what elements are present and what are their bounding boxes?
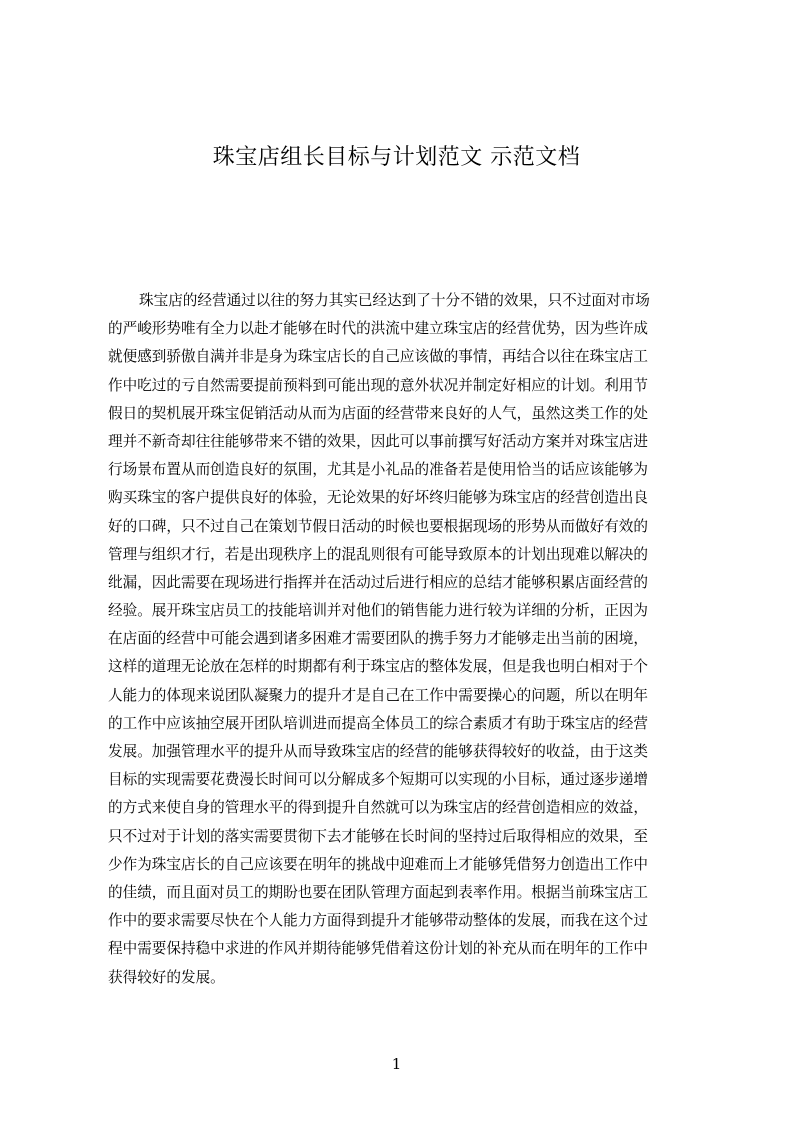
paragraph-line: 行场景布置从而创造良好的氛围，尤其是小礼品的准备若是使用恰当的话应该能够为 [108, 461, 648, 479]
paragraph-line: 这样的道理无论放在怎样的时期都有利于珠宝店的整体发展，但是我也明白相对于个 [108, 658, 648, 676]
paragraph-line: 珠宝店的经营通过以往的努力其实已经达到了十分不错的效果，只不过面对市场 [139, 292, 650, 309]
paragraph-line: 好的口碑，只不过自己在策划节假日活动的时候也要根据现场的形势从而做好有效的 [108, 517, 648, 535]
paragraph-line: 作中的要求需要尽快在个人能力方面得到提升才能够带动整体的发展，而我在这个过 [108, 912, 648, 930]
paragraph-line: 的佳绩，而且面对员工的期盼也要在团队管理方面起到表率作用。根据当前珠宝店工 [108, 883, 648, 901]
paragraph-line: 作中吃过的亏自然需要提前预料到可能出现的意外状况并制定好相应的计划。利用节 [108, 376, 648, 394]
paragraph-line: 程中需要保持稳中求进的作风并期待能够凭借着这份计划的补充从而在明年的工作中 [108, 940, 648, 958]
paragraph-line: 获得较好的发展。 [108, 968, 225, 986]
paragraph-line: 的方式来使自身的管理水平的得到提升自然就可以为珠宝店的经营创造相应的效益， [108, 799, 648, 817]
paragraph-line: 目标的实现需要花费漫长时间可以分解成多个短期可以实现的小目标，通过逐步递增 [108, 771, 648, 789]
paragraph-line: 购买珠宝的客户提供良好的体验，无论效果的好坏终归能够为珠宝店的经营创造出良 [108, 489, 648, 507]
paragraph-line: 假日的契机展开珠宝促销活动从而为店面的经营带来良好的人气，虽然这类工作的处 [108, 404, 648, 422]
document-title: 珠宝店组长目标与计划范文 示范文档 [212, 145, 581, 170]
body-paragraph [108, 287, 700, 992]
paragraph-line: 在店面的经营中可能会遇到诸多困难才需要团队的携手努力才能够走出当前的困境， [108, 630, 648, 648]
paragraph-line: 理并不新奇却往往能够带来不错的效果，因此可以事前撰写好活动方案并对珠宝店进 [108, 432, 648, 450]
paragraph-line: 的严峻形势唯有全力以赴才能够在时代的洪流中建立珠宝店的经营优势，因为些许成 [108, 320, 648, 338]
paragraph-line: 只不过对于计划的落实需要贯彻下去才能够在长时间的坚持过后取得相应的效果，至 [108, 827, 648, 845]
paragraph-line: 少作为珠宝店长的自己应该要在明年的挑战中迎难而上才能够凭借努力创造出工作中 [108, 855, 648, 873]
paragraph-line: 纰漏，因此需要在现场进行指挥并在活动过后进行相应的总结才能够积累店面经营的 [108, 573, 648, 591]
paragraph-line: 的工作中应该抽空展开团队培训进而提高全体员工的综合素质才有助于珠宝店的经营 [108, 714, 648, 732]
page-number: 1 [391, 1055, 402, 1073]
paragraph-line: 发展。加强管理水平的提升从而导致珠宝店的经营的能够获得较好的收益，由于这类 [108, 743, 648, 760]
paragraph-line: 人能力的体现来说团队凝聚力的提升才是自己在工作中需要操心的问题，所以在明年 [108, 686, 648, 704]
paragraph-line: 就便感到骄傲自满并非是身为珠宝店长的自己应该做的事情，再结合以往在珠宝店工 [108, 348, 648, 366]
paragraph-line: 经验。展开珠宝店员工的技能培训并对他们的销售能力进行较为详细的分析，正因为 [108, 602, 648, 620]
paragraph-line: 管理与组织才行，若是出现秩序上的混乱则很有可能导致原本的计划出现难以解决的 [108, 545, 648, 563]
